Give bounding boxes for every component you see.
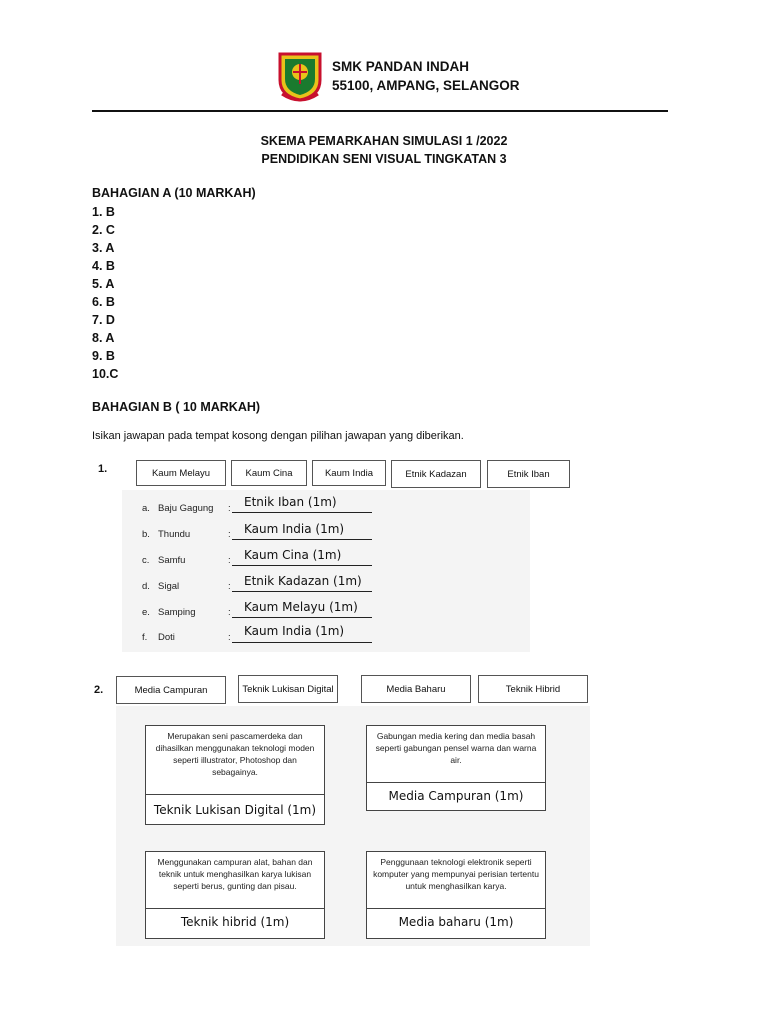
- item-answer: Etnik Kadazan (1m): [244, 574, 362, 588]
- answer-line: [232, 565, 372, 566]
- description-card: [366, 725, 546, 811]
- card-answer: Media Campuran (1m): [388, 789, 524, 803]
- card-divider: [367, 782, 545, 783]
- answer-item: 6. B: [92, 295, 115, 309]
- section-b-heading: BAHAGIAN B ( 10 MARKAH): [92, 400, 261, 414]
- question-2-number: 2.: [94, 684, 104, 696]
- answer-line: [232, 539, 372, 540]
- item-answer: Kaum India (1m): [244, 624, 345, 638]
- option-chip: Media Baharu: [361, 675, 471, 703]
- item-colon: :: [228, 607, 231, 618]
- school-name: SMK PANDAN INDAH: [332, 59, 469, 74]
- item-colon: :: [228, 581, 231, 592]
- item-answer: Kaum India (1m): [244, 522, 345, 536]
- item-colon: :: [228, 529, 231, 540]
- answer-item: 5. A: [92, 277, 115, 291]
- answer-line: [232, 642, 372, 643]
- school-address: 55100, AMPANG, SELANGOR: [332, 78, 520, 93]
- description-card: [366, 851, 546, 939]
- item-colon: :: [228, 555, 231, 566]
- section-b-instruction: Isikan jawapan pada tempat kosong dengan pilihan jawapan yang diberikan.: [92, 430, 464, 442]
- item-letter: c.: [142, 555, 150, 566]
- item-letter: a.: [142, 503, 150, 514]
- item-colon: :: [228, 503, 231, 514]
- item-label: Doti: [158, 632, 175, 643]
- answer-item: 4. B: [92, 259, 115, 273]
- item-label: Sigal: [158, 581, 180, 592]
- answer-item: 2. C: [92, 223, 115, 237]
- description-card: [145, 725, 325, 825]
- answer-item: 7. D: [92, 313, 115, 327]
- school-info: [332, 57, 520, 95]
- option-chip: Media Campuran: [116, 676, 226, 704]
- answer-item: 9. B: [92, 349, 115, 363]
- card-description: Merupakan seni pascamerdeka dan dihasilkan menggunakan teknologi moden seperti illustrator, Photoshop dan sebagainya.: [155, 731, 315, 777]
- answer-line: [232, 512, 372, 513]
- document-title-line2: PENDIDIKAN SENI VISUAL TINGKATAN 3: [261, 152, 507, 166]
- question-1-number: 1.: [98, 463, 108, 475]
- document-title-line1: SKEMA PEMARKAHAN SIMULASI 1 /2022: [260, 134, 508, 148]
- answer-item: 3. A: [92, 241, 115, 255]
- card-divider: [146, 794, 324, 795]
- card-description: Gabungan media kering dan media basah seperti gabungan pensel warna dan warna air.: [375, 731, 537, 765]
- card-answer: Media baharu (1m): [398, 915, 514, 929]
- card-divider: [146, 908, 324, 909]
- answer-line: [232, 617, 372, 618]
- answer-line: [232, 591, 372, 592]
- item-colon: :: [228, 632, 231, 643]
- answer-item: 1. B: [92, 205, 115, 219]
- item-letter: b.: [142, 529, 150, 540]
- answer-item: 10.C: [92, 367, 119, 381]
- option-chip: Etnik Kadazan: [391, 460, 481, 488]
- option-chip: Etnik Iban: [487, 460, 570, 488]
- item-label: Thundu: [158, 529, 191, 540]
- card-answer: Teknik hibrid (1m): [180, 915, 290, 929]
- item-letter: f.: [142, 632, 148, 643]
- card-divider: [367, 908, 545, 909]
- card-answer: Teknik Lukisan Digital (1m): [153, 803, 317, 817]
- option-chip: Teknik Hibrid: [478, 675, 588, 703]
- option-chip: Kaum Melayu: [136, 460, 226, 486]
- option-chip: Kaum India: [312, 460, 386, 486]
- item-answer: Kaum Melayu (1m): [244, 600, 358, 614]
- option-chip: Kaum Cina: [231, 460, 307, 486]
- header-divider: [92, 110, 668, 112]
- option-chip: Teknik Lukisan Digital: [238, 675, 338, 703]
- item-label: Baju Gagung: [158, 503, 214, 514]
- card-description: Penggunaan teknologi elektronik seperti komputer yang mempunyai perisian tertentu untuk menghasilkan karya.: [373, 857, 539, 891]
- section-a-answer-list: [92, 203, 118, 383]
- item-letter: e.: [142, 607, 150, 618]
- section-a-heading: BAHAGIAN A (10 MARKAH): [92, 186, 256, 200]
- item-answer: Kaum Cina (1m): [244, 548, 342, 562]
- item-label: Samping: [158, 607, 196, 618]
- answer-item: 8. A: [92, 331, 115, 345]
- description-card: [145, 851, 325, 939]
- item-answer: Etnik Iban (1m): [244, 495, 337, 509]
- item-label: Samfu: [158, 555, 186, 566]
- card-description: Menggunakan campuran alat, bahan dan teknik untuk menghasilkan karya lukisan seperti berus, gunting dan pisau.: [157, 857, 313, 891]
- school-crest-logo: [276, 50, 324, 102]
- item-letter: d.: [142, 581, 150, 592]
